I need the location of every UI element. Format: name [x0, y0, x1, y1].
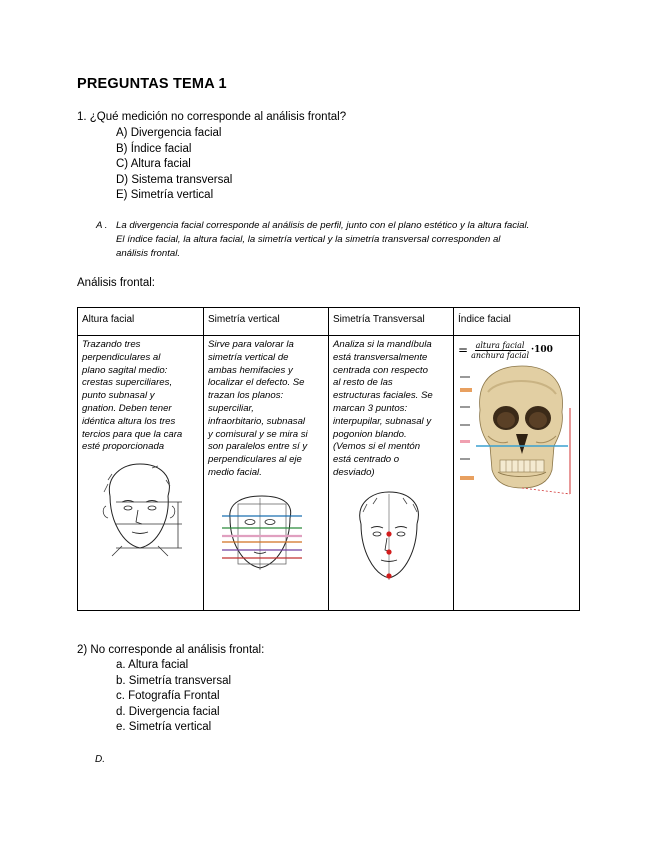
text-line: Trazando tres — [82, 339, 141, 350]
text-line: tercios para que la cara — [82, 428, 183, 440]
page-title: PREGUNTAS TEMA 1 — [77, 76, 227, 92]
text-line: perpendiculares al — [82, 351, 161, 363]
question-1-options — [116, 126, 232, 204]
text-line: ambas hemifacies y — [208, 364, 293, 376]
cell-indice-facial — [454, 336, 580, 611]
option-c: c. Fotografía Frontal — [116, 690, 220, 703]
text-line: localizar el defecto. Se — [208, 377, 305, 389]
formula-denominator: anchura facial — [471, 351, 530, 360]
text-line: punto subnasal y — [82, 390, 155, 402]
question-1: 1. ¿Qué medición no corresponde al análisis frontal? — [77, 111, 347, 123]
option-e: E) Simetría vertical — [116, 189, 214, 202]
frontal-analysis-table — [77, 307, 580, 611]
text-line: crestas superciliares, — [82, 377, 173, 389]
text-line: medio facial. — [208, 466, 262, 478]
face-sketch-altura — [82, 458, 198, 558]
option-d: d. Divergencia facial — [116, 705, 220, 718]
option-a: A) Divergencia facial — [116, 127, 222, 139]
header-altura-facial: Altura facial — [78, 308, 204, 336]
cell-simetria-transversal — [329, 336, 454, 611]
text-line: infraorbitario, subnasal — [208, 415, 306, 427]
simetria-transversal-text — [333, 339, 449, 480]
text-line: superciliar, — [208, 402, 254, 414]
answer-line: El índice facial, la altura facial, la simetría vertical y la simetría transversal corresponden al — [116, 234, 501, 245]
text-line: está transversalmente — [333, 351, 428, 363]
option-c: C) Altura facial — [116, 158, 191, 171]
simetria-vertical-text — [208, 339, 324, 480]
text-line: plano sagital medio: — [82, 364, 168, 376]
cell-simetria-vertical — [204, 336, 329, 611]
text-line: trazan los planos: — [208, 390, 284, 402]
text-line: simetría vertical de — [208, 351, 289, 363]
option-d: D) Sistema transversal — [116, 173, 233, 186]
face-sketch-simetria-transversal — [333, 490, 449, 582]
text-line: desviado) — [333, 466, 375, 478]
answer-line: La divergencia facial corresponde al análisis de perfil, junto con el plano estético y la altura facial. — [116, 220, 530, 231]
text-line: estructuras faciales. Se — [333, 390, 433, 402]
altura-facial-text — [82, 339, 199, 454]
formula-fraction — [471, 341, 529, 360]
text-line: Analiza si la mandíbula — [333, 339, 432, 350]
option-e: e. Simetría vertical — [116, 721, 212, 734]
formula-numerator: altura facial — [475, 341, 525, 350]
option-b: b. Simetría transversal — [116, 674, 232, 687]
text-line: está centrado o — [333, 454, 400, 466]
text-line: pogonion blando. — [333, 428, 407, 440]
text-line: centrada con respecto — [333, 364, 428, 376]
cell-altura-facial — [78, 336, 204, 611]
header-simetria-vertical: Simetría vertical — [204, 308, 329, 336]
text-line: Sirve para valorar la — [208, 339, 294, 350]
answer-1-explanation — [116, 219, 586, 261]
formula-equals: = — [458, 343, 469, 358]
answer-1-marker: A . — [96, 220, 108, 231]
skull-image — [458, 362, 576, 498]
text-line: al resto de las — [333, 377, 393, 389]
header-indice-facial: Índice facial — [454, 308, 580, 336]
answer-2: D. — [95, 754, 105, 765]
face-sketch-simetria-vertical — [208, 494, 324, 572]
section-label: Análisis frontal: — [77, 277, 155, 289]
formula-multiplier: ·100 — [531, 345, 553, 356]
header-simetria-transversal: Simetría Transversal — [329, 308, 454, 336]
text-line: marcan 3 puntos: — [333, 402, 408, 414]
text-line: y comisural y se mira si — [208, 428, 308, 440]
text-line: perpendiculares al eje — [208, 454, 302, 466]
text-line: esté proporcionada — [82, 441, 165, 453]
text-line: idéntica altura los tres — [82, 415, 176, 427]
text-line: son paralelos entre sí y — [208, 441, 308, 453]
question-2-options — [116, 658, 231, 736]
text-line: interpupilar, subnasal y — [333, 415, 432, 427]
answer-line: análisis frontal. — [116, 248, 180, 259]
text-line: (Vemos si el mentón — [333, 441, 421, 453]
text-line: gnation. Deben tener — [82, 402, 172, 414]
indice-facial-formula — [458, 341, 575, 360]
option-b: B) Índice facial — [116, 142, 192, 155]
option-a: a. Altura facial — [116, 659, 189, 671]
question-2: 2) No corresponde al análisis frontal: — [77, 644, 265, 656]
